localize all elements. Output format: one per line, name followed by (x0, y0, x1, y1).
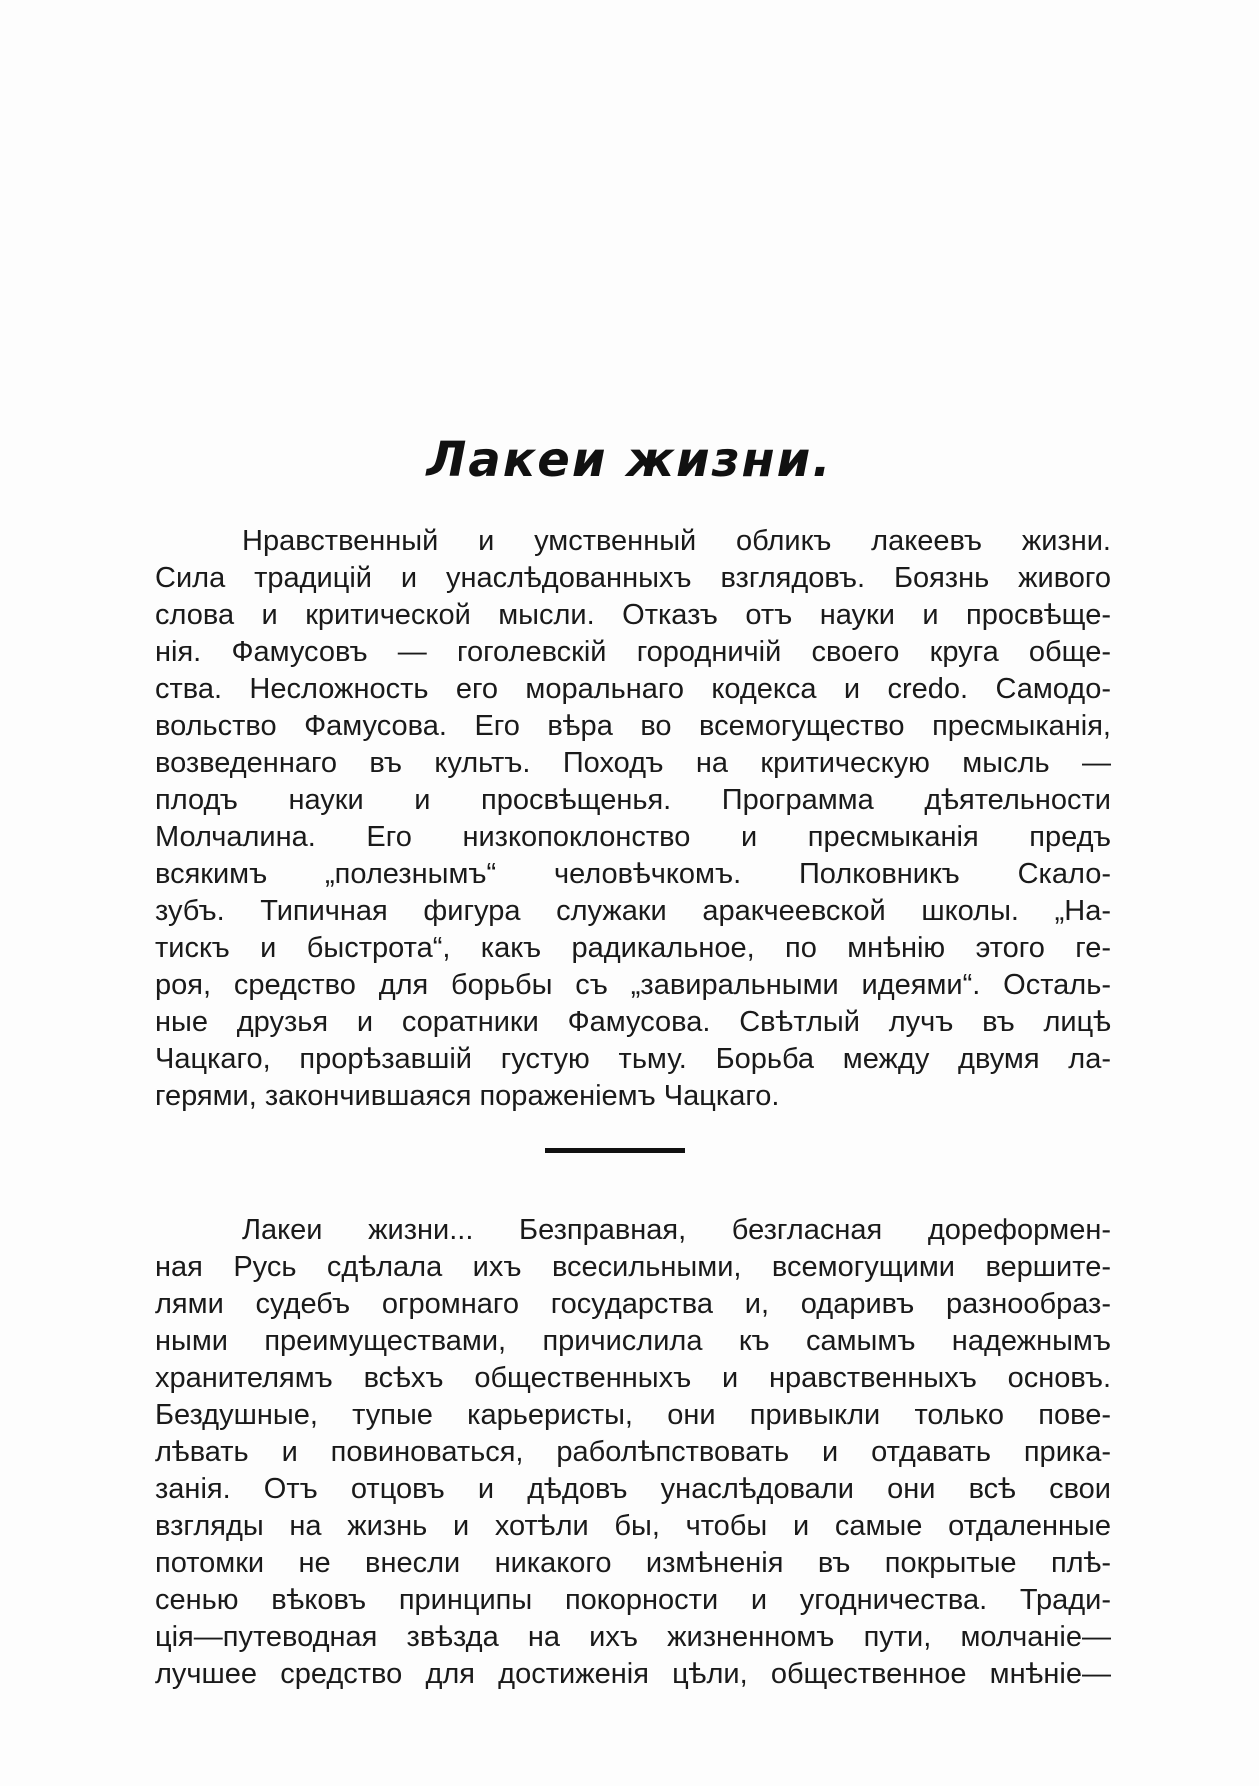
summary-line: нія. Фамусовъ — гоголевскій городничій своего круга обще- (155, 636, 1111, 668)
chapter-title: Лакеи жизни. (426, 432, 833, 488)
body-line: ная Русь сдѣлала ихъ всесильными, всемогущими вершите- (155, 1251, 1111, 1283)
summary-line: ные друзья и соратники Фамусова. Свѣтлый лучъ въ лицѣ (155, 1006, 1111, 1038)
summary-line: Чацкаго, прорѣзавшій густую тьму. Борьба между двумя ла- (155, 1043, 1111, 1075)
summary-line: возведеннаго въ культъ. Походъ на критическую мысль — (155, 747, 1111, 779)
body-line: Бездушные, тупые карьеристы, они привыкли только пове- (155, 1399, 1111, 1431)
body-line: лучшее средство для достиженія цѣли, общественное мнѣніе— (155, 1658, 1111, 1690)
body-line: ція—путеводная звѣзда на ихъ жизненномъ пути, молчаніе— (155, 1621, 1111, 1653)
body-line: взгляды на жизнь и хотѣли бы, чтобы и самые отдаленные (155, 1510, 1111, 1542)
summary-line: Молчалина. Его низкопоклонство и пресмыканія предъ (155, 821, 1111, 853)
summary-line: ства. Несложность его моральнаго кодекса и credo. Самодо- (155, 673, 1111, 705)
section-divider (545, 1148, 685, 1153)
summary-line: роя, средство для борьбы съ „завиральными идеями“. Осталь- (155, 969, 1111, 1001)
summary-line: слова и критической мысли. Отказъ отъ науки и просвѣще- (155, 599, 1111, 631)
body-line: хранителямъ всѣхъ общественныхъ и нравственныхъ основъ. (155, 1362, 1111, 1394)
summary-line: зубъ. Типичная фигура служаки аракчеевской школы. „На- (155, 895, 1111, 927)
summary-line: Сила традицій и унаслѣдованныхъ взглядовъ. Боязнь живого (155, 562, 1111, 594)
summary-line: герями, закончившаяся пораженіемъ Чацкаго. (155, 1080, 780, 1112)
summary-line: всякимъ „полезнымъ“ человѣчкомъ. Полковникъ Скало- (155, 858, 1111, 890)
body-line: сенью вѣковъ принципы покорности и угодничества. Тради- (155, 1584, 1111, 1616)
summary-line: плодъ науки и просвѣщенья. Программа дѣятельности (155, 784, 1111, 816)
body-paragraph (155, 1212, 1111, 1693)
summary-line: вольство Фамусова. Его вѣра во всемогущество пресмыканія, (155, 710, 1111, 742)
body-line: занія. Отъ отцовъ и дѣдовъ унаслѣдовали они всѣ свои (155, 1473, 1111, 1505)
body-line: потомки не внесли никакого измѣненія въ покрытые плѣ- (155, 1547, 1111, 1579)
summary-line: Нравственный и умственный обликъ лакеевъ жизни. (242, 525, 1111, 557)
body-line: ными преимуществами, причислила къ самымъ надежнымъ (155, 1325, 1111, 1357)
body-line: лями судебъ огромнаго государства и, одаривъ разнообраз- (155, 1288, 1111, 1320)
body-line: Лакеи жизни... Безправная, безгласная дореформен- (242, 1214, 1111, 1246)
summary-line: тискъ и быстрота“, какъ радикальное, по мнѣнію этого ге- (155, 932, 1111, 964)
chapter-summary (155, 523, 1111, 1115)
body-line: лѣвать и повиноваться, раболѣпствовать и отдавать прика- (155, 1436, 1111, 1468)
